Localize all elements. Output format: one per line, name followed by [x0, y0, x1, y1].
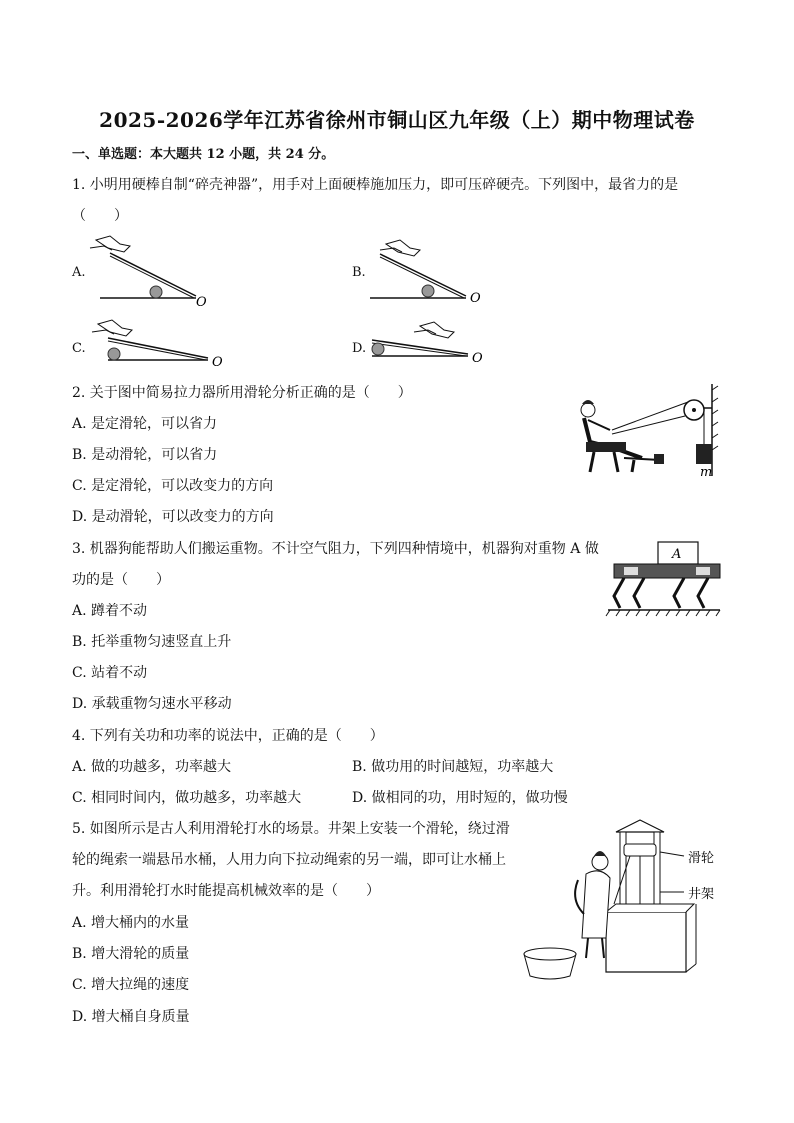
q1-option-a-label: A. — [72, 265, 86, 280]
label-frame: 井架 — [688, 886, 715, 901]
label-pulley: 滑轮 — [688, 850, 715, 865]
section-heading: 一、单选题：本大题共 12 小题，共 24 分。 — [72, 147, 335, 162]
q4-option-c: C. 相同时间内，做功越多，功率越大 — [72, 790, 302, 806]
lever-figure-d — [368, 320, 498, 376]
q5-option-d: D. 增大桶自身质量 — [72, 1009, 190, 1025]
pivot-label-b: O — [470, 291, 481, 306]
well-pulley-figure — [520, 818, 730, 994]
q4-stem: 4. 下列有关功和功率的说法中，正确的是（ ） — [72, 728, 384, 744]
lever-figure-b — [366, 236, 496, 316]
q2-option-a: A. 是定滑轮，可以省力 — [72, 416, 218, 432]
q4-option-b: B. 做功用的时间越短，功率越大 — [352, 759, 554, 775]
lever-figure-c — [88, 318, 228, 374]
q3-stem-line1: 3. 机器狗能帮助人们搬运重物。不计空气阻力，下列四种情境中，机器狗对重物 A 做 — [72, 541, 599, 557]
q5-option-c: C. 增大拉绳的速度 — [72, 977, 190, 993]
page-title: 2025-2026学年江苏省徐州市铜山区九年级（上）期中物理试卷 — [99, 108, 695, 132]
q5-option-b: B. 增大滑轮的质量 — [72, 946, 190, 962]
lever-figure-a — [88, 232, 218, 312]
box-label: A — [672, 547, 682, 562]
q1-option-b-label: B. — [352, 265, 366, 280]
q2-stem: 2. 关于图中简易拉力器所用滑轮分析正确的是（ ） — [72, 385, 412, 401]
robot-dog-figure — [604, 540, 724, 622]
q1-option-d-label: D. — [352, 341, 367, 356]
q5-option-a: A. 增大桶内的水量 — [72, 915, 190, 931]
pivot-label-c: O — [212, 355, 223, 370]
q1-option-c-label: C. — [72, 341, 86, 356]
q3-option-b: B. 托举重物匀速竖直上升 — [72, 634, 232, 650]
q1-stem-line1: 1. 小明用硬棒自制“碎壳神器”，用手对上面硬棒施加压力，即可压碎硬壳。下列图中，最省力的是 — [72, 177, 679, 193]
q2-option-d: D. 是动滑轮，可以改变力的方向 — [72, 509, 274, 525]
q5-stem-line3: 升。利用滑轮打水时能提高机械效率的是（ ） — [72, 883, 380, 899]
q4-option-d: D. 做相同的功，用时短的，做功慢 — [352, 790, 568, 806]
pivot-label-a: O — [196, 295, 207, 310]
q3-option-c: C. 站着不动 — [72, 665, 148, 681]
q3-option-d: D. 承载重物匀速水平移动 — [72, 696, 232, 712]
q3-option-a: A. 蹲着不动 — [72, 603, 148, 619]
q4-option-a: A. 做的功越多，功率越大 — [72, 759, 232, 775]
q3-stem-line2: 功的是（ ） — [72, 572, 170, 588]
q5-stem-line1: 5. 如图所示是古人利用滑轮打水的场景。井架上安装一个滑轮，绕过滑 — [72, 821, 510, 837]
q2-option-c: C. 是定滑轮，可以改变力的方向 — [72, 478, 274, 494]
pivot-label-d: O — [472, 351, 483, 366]
pull-trainer-figure — [570, 380, 720, 480]
q1-stem-line2: （ ） — [72, 208, 128, 224]
q2-option-b: B. 是动滑轮，可以省力 — [72, 447, 218, 463]
mass-label: m — [700, 465, 713, 480]
q5-stem-line2: 轮的绳索一端悬吊水桶，人用力向下拉动绳索的另一端，即可让水桶上 — [72, 852, 506, 868]
